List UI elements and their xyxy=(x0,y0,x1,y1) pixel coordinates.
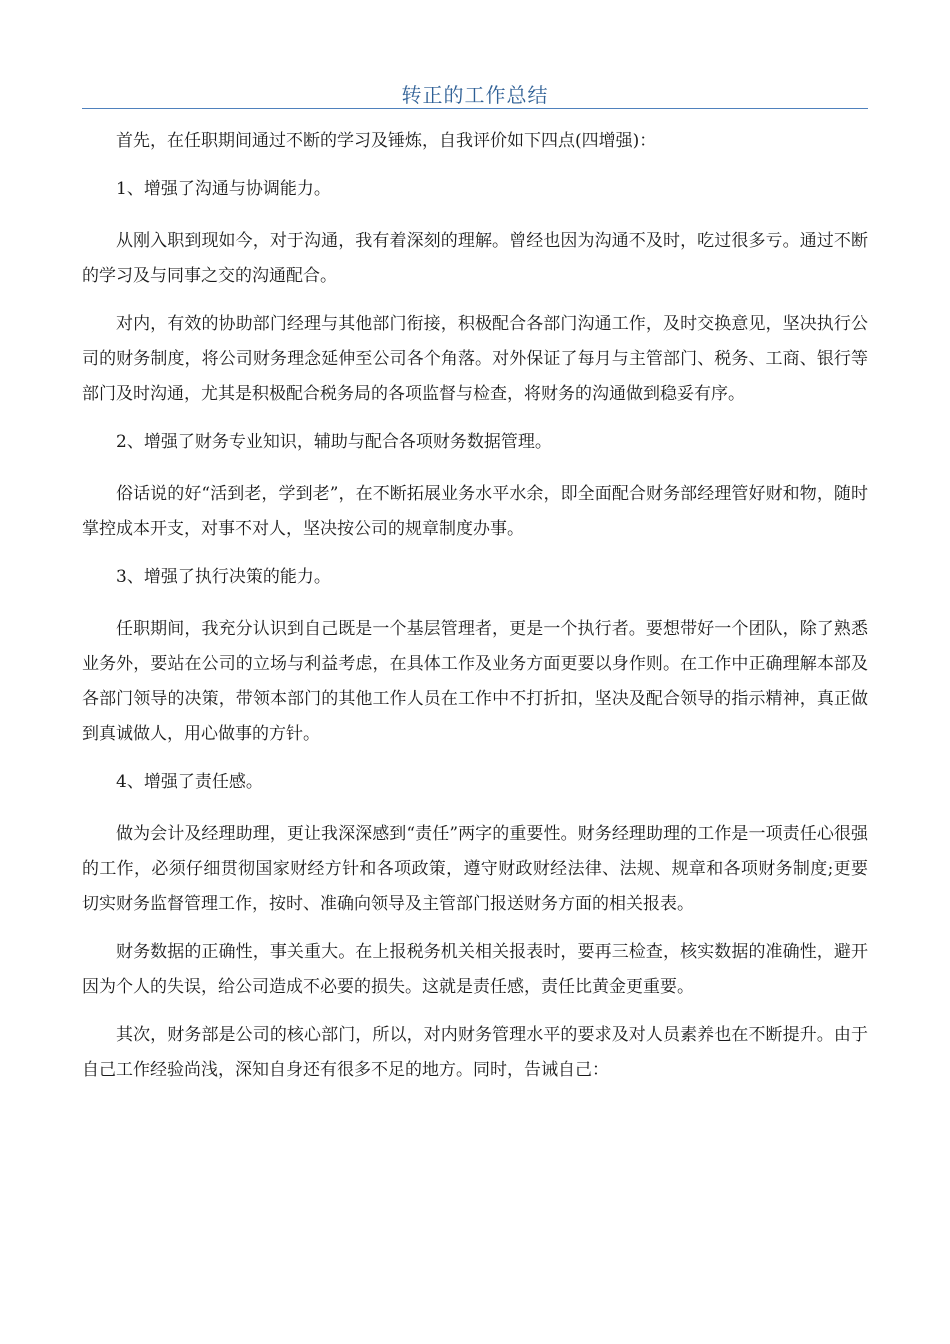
title-underline xyxy=(82,108,868,109)
section-heading-1: 1、增强了沟通与协调能力。 xyxy=(116,179,331,199)
paragraph: 俗话说的好“活到老，学到老”，在不断拓展业务水平水余，即全面配合财务部经理管好财和物，随时掌控成本开支，对事不对人，坚决按公司的规章制度办事。 xyxy=(82,484,868,539)
paragraph: 其次，财务部是公司的核心部门，所以，对内财务管理水平的要求及对人员素养也在不断提升。由于自己工作经验尚浅，深知自身还有很多不足的地方。同时，告诫自己： xyxy=(82,1025,868,1080)
paragraph: 财务数据的正确性，事关重大。在上报税务机关相关报表时，要再三检查，核实数据的准确性，避开因为个人的失误，给公司造成不必要的损失。这就是责任感，责任比黄金更重要。 xyxy=(82,942,868,997)
paragraph: 对内，有效的协助部门经理与其他部门衔接，积极配合各部门沟通工作，及时交换意见，坚决执行公司的财务制度，将公司财务理念延伸至公司各个角落。对外保证了每月与主管部门、税务、工商、银行等部门及时沟通，尤其是积极配合税务局的各项监督与检查，将财务的沟通做到稳妥有序。 xyxy=(82,314,868,404)
document-title: 转正的工作总结 xyxy=(401,83,549,107)
section-heading-2: 2、增强了财务专业知识，辅助与配合各项财务数据管理。 xyxy=(116,432,552,452)
section-heading-4: 4、增强了责任感。 xyxy=(116,772,263,792)
paragraph: 任职期间，我充分认识到自己既是一个基层管理者，更是一个执行者。要想带好一个团队，除了熟悉业务外，要站在公司的立场与利益考虑，在具体工作及业务方面更要以身作则。在工作中正确理解本部及各部门领导的决策，带领本部门的其他工作人员在工作中不打折扣，坚决及配合领导的指示精神，真正做到真诚做人，用心做事的方针。 xyxy=(82,619,868,744)
document-body xyxy=(82,124,868,1101)
section-heading-3: 3、增强了执行决策的能力。 xyxy=(116,567,331,587)
paragraph: 做为会计及经理助理，更让我深深感到“责任”两字的重要性。财务经理助理的工作是一项责任心很强的工作，必须仔细贯彻国家财经方针和各项政策，遵守财政财经法律、法规、规章和各项财务制度;更要切实财务监督管理工作，按时、准确向领导及主管部门报送财务方面的相关报表。 xyxy=(82,824,868,914)
paragraph-intro: 首先，在任职期间通过不断的学习及锤炼，自我评价如下四点(四增强)： xyxy=(116,131,657,151)
paragraph: 从刚入职到现如今，对于沟通，我有着深刻的理解。曾经也因为沟通不及时，吃过很多亏。通过不断的学习及与同事之交的沟通配合。 xyxy=(82,231,868,286)
